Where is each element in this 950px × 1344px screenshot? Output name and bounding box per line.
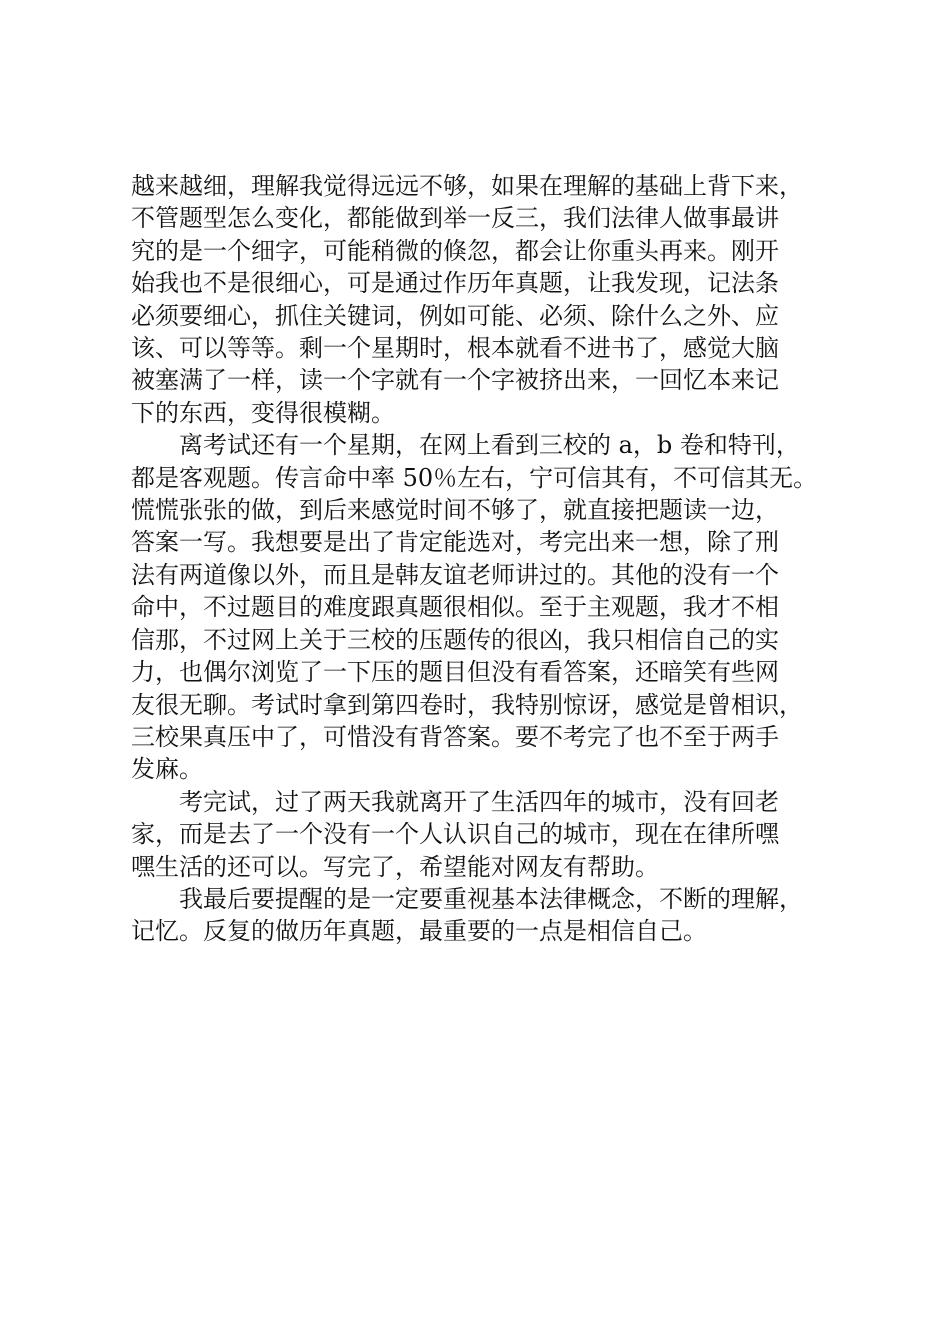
text-line: 该、可以等等。剩一个星期时，根本就看不进书了，感觉大脑 [131, 334, 779, 363]
text-line: 力，也偶尔浏览了一下压的题目但没有看答案，还暗笑有些网 [131, 658, 779, 687]
text-line: 嘿生活的还可以。写完了，希望能对网友有帮助。 [131, 852, 659, 881]
paragraph-first-line: 离考试还有一个星期，在网上看到三校的 a，b 卷和特刊， [179, 431, 800, 460]
text-line: 下的东西，变得很模糊。 [131, 398, 395, 427]
text-line: 不管题型怎么变化，都能做到举一反三，我们法律人做事最讲 [131, 204, 779, 233]
text-line: 命中，不过题目的难度跟真题很相似。至于主观题，我才不相 [131, 593, 779, 622]
text-line: 信那，不过网上关于三校的压题传的很凶，我只相信自己的实 [131, 625, 779, 654]
text-line: 必须要细心，抓住关键词，例如可能、必须、除什么之外、应 [131, 301, 779, 330]
paragraph-first-line: 考完试，过了两天我就离开了生活四年的城市，没有回老 [179, 787, 779, 816]
document-body [131, 170, 831, 948]
text-line: 都是客观题。传言命中率 50％左右，宁可信其有，不可信其无。 [131, 463, 818, 492]
text-line: 始我也不是很细心，可是通过作历年真题，让我发现，记法条 [131, 269, 779, 298]
text-line: 发麻。 [131, 755, 203, 784]
text-line: 慌慌张张的做，到后来感觉时间不够了，就直接把题读一边， [131, 496, 779, 525]
text-line: 被塞满了一样，读一个字就有一个字被挤出来，一回忆本来记 [131, 366, 779, 395]
text-line: 家，而是去了一个没有一个人认识自己的城市，现在在律所嘿 [131, 820, 779, 849]
text-line: 记忆。反复的做历年真题，最重要的一点是相信自己。 [131, 917, 707, 946]
text-line: 三校果真压中了，可惜没有背答案。要不考完了也不至于两手 [131, 722, 779, 751]
paragraph-first-line: 我最后要提醒的是一定要重视基本法律概念，不断的理解， [179, 884, 803, 913]
text-line: 答案一写。我想要是出了肯定能选对，考完出来一想，除了刑 [131, 528, 779, 557]
text-line: 法有两道像以外，而且是韩友谊老师讲过的。其他的没有一个 [131, 560, 779, 589]
text-line: 越来越细，理解我觉得远远不够，如果在理解的基础上背下来， [131, 172, 803, 200]
text-line: 友很无聊。考试时拿到第四卷时，我特别惊讶，感觉是曾相识， [131, 690, 803, 719]
text-line: 究的是一个细字，可能稍微的倏忽，都会让你重头再来。刚开 [131, 236, 779, 265]
